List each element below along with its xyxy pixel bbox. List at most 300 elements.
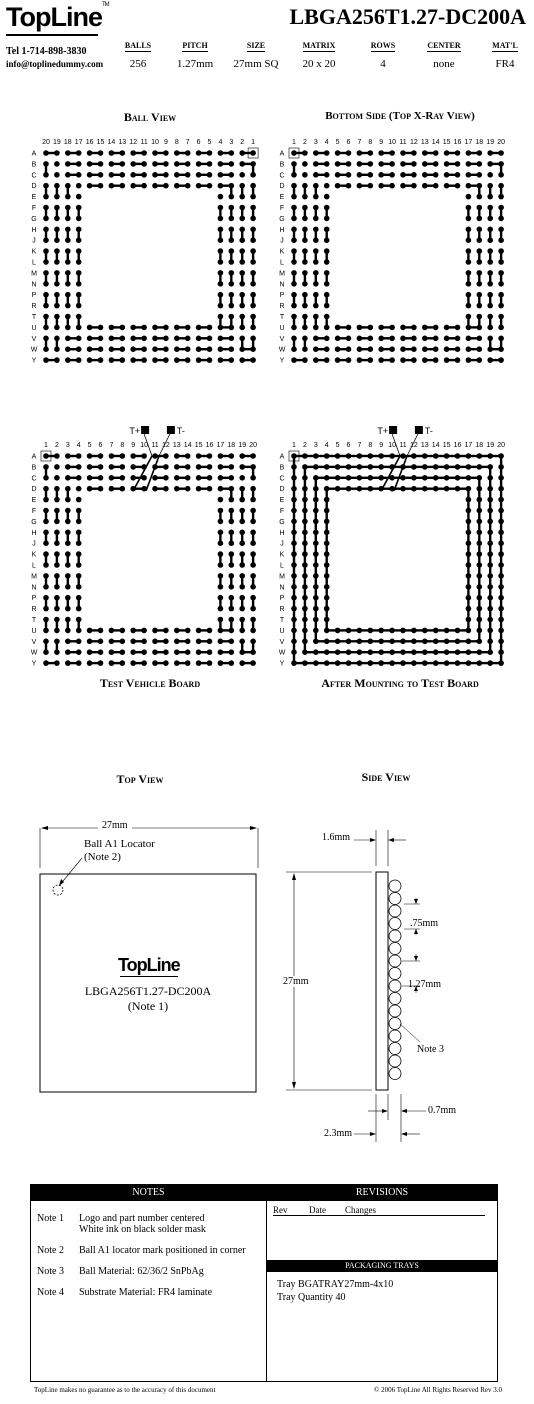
solder-ball: [498, 606, 504, 612]
solder-ball: [302, 303, 308, 309]
solder-ball: [378, 628, 384, 634]
solder-ball: [152, 357, 158, 363]
side-solder-ball: [389, 1068, 401, 1080]
solder-ball: [87, 150, 93, 156]
solder-ball: [65, 464, 71, 470]
solder-ball: [76, 617, 82, 623]
solder-ball: [141, 183, 147, 189]
solder-ball: [487, 649, 493, 655]
column-number: 8: [120, 442, 125, 449]
solder-ball: [302, 649, 308, 655]
solder-ball: [324, 562, 330, 568]
solder-ball: [487, 270, 493, 276]
row-letter: B: [279, 161, 285, 169]
solder-ball: [120, 183, 126, 189]
email-link[interactable]: info@toplinedummy.com: [6, 59, 104, 69]
solder-ball: [313, 639, 319, 645]
solder-ball: [291, 464, 297, 470]
column-number: 15: [442, 139, 451, 146]
solder-ball: [411, 336, 417, 342]
solder-ball: [487, 205, 493, 211]
solder-ball: [43, 628, 49, 634]
solder-ball: [130, 150, 136, 156]
solder-ball: [250, 573, 256, 579]
solder-ball: [87, 161, 93, 167]
solder-ball: [313, 551, 319, 557]
solder-ball: [487, 357, 493, 363]
column-number: 14: [107, 139, 116, 146]
solder-ball: [487, 346, 493, 352]
solder-ball: [498, 194, 504, 200]
solder-ball: [335, 464, 341, 470]
solder-ball: [433, 357, 439, 363]
solder-ball: [218, 270, 224, 276]
solder-ball: [433, 336, 439, 342]
row-letter: H: [31, 529, 37, 537]
solder-ball: [54, 562, 60, 568]
solder-ball: [65, 248, 71, 254]
solder-ball: [229, 551, 235, 557]
solder-ball: [120, 357, 126, 363]
solder-ball: [433, 325, 439, 331]
solder-ball: [313, 508, 319, 514]
solder-ball: [76, 660, 82, 666]
solder-ball: [174, 150, 180, 156]
column-number: 15: [194, 442, 203, 449]
solder-ball: [239, 519, 245, 525]
solder-ball: [324, 281, 330, 287]
solder-ball: [313, 519, 319, 525]
solder-ball: [65, 573, 71, 579]
solder-ball: [218, 453, 224, 459]
solder-ball: [498, 475, 504, 481]
row-letter: W: [30, 649, 38, 657]
arrow: [382, 1109, 388, 1113]
solder-ball: [250, 227, 256, 233]
solder-ball: [120, 628, 126, 634]
solder-ball: [433, 464, 439, 470]
solder-ball: [487, 595, 493, 601]
column-number: 2: [302, 139, 307, 146]
solder-ball: [65, 475, 71, 481]
solder-ball: [54, 161, 60, 167]
solder-ball: [422, 150, 428, 156]
solder-ball: [487, 259, 493, 265]
solder-ball: [313, 346, 319, 352]
solder-ball: [185, 346, 191, 352]
solder-ball: [368, 150, 374, 156]
solder-ball: [477, 486, 483, 492]
row-letter: J: [280, 540, 284, 548]
solder-ball: [455, 325, 461, 331]
row-letter: T: [31, 314, 37, 321]
top-view-width-label: 27mm: [98, 820, 132, 831]
solder-ball: [389, 183, 395, 189]
solder-ball: [207, 357, 213, 363]
solder-ball: [141, 453, 147, 459]
column-number: 3: [229, 139, 234, 146]
solder-ball: [378, 475, 384, 481]
solder-ball: [65, 639, 71, 645]
solder-ball: [250, 237, 256, 243]
column-number: 18: [475, 442, 484, 449]
solder-ball: [65, 336, 71, 342]
solder-ball: [229, 486, 235, 492]
solder-ball: [207, 639, 213, 645]
solder-ball: [324, 227, 330, 233]
column-number: 4: [218, 139, 223, 146]
column-number: 12: [410, 139, 418, 146]
solder-ball: [400, 453, 406, 459]
solder-ball: [466, 259, 472, 265]
solder-ball: [130, 346, 136, 352]
solder-ball: [152, 346, 158, 352]
solder-ball: [141, 346, 147, 352]
solder-ball: [466, 314, 472, 320]
solder-ball: [54, 357, 60, 363]
solder-ball: [218, 519, 224, 525]
solder-ball: [43, 216, 49, 222]
solder-ball: [466, 325, 472, 331]
solder-ball: [54, 325, 60, 331]
solder-ball: [291, 562, 297, 568]
solder-ball: [444, 649, 450, 655]
solder-ball: [378, 150, 384, 156]
solder-ball: [152, 660, 158, 666]
solder-ball: [250, 584, 256, 590]
solder-ball: [54, 639, 60, 645]
solder-ball: [218, 628, 224, 634]
solder-ball: [229, 584, 235, 590]
solder-ball: [357, 325, 363, 331]
solder-ball: [196, 486, 202, 492]
solder-ball: [141, 660, 147, 666]
column-number: 8: [174, 139, 179, 146]
column-number: 19: [486, 442, 495, 449]
solder-ball: [455, 639, 461, 645]
solder-ball: [229, 497, 235, 503]
solder-ball: [98, 649, 104, 655]
solder-ball: [477, 237, 483, 243]
solder-ball: [239, 660, 245, 666]
column-number: 10: [388, 139, 396, 146]
solder-ball: [324, 292, 330, 298]
solder-ball: [302, 346, 308, 352]
solder-ball: [76, 150, 82, 156]
solder-ball: [174, 357, 180, 363]
solder-ball: [174, 486, 180, 492]
solder-ball: [196, 346, 202, 352]
column-number: 20: [497, 442, 505, 449]
solder-ball: [466, 639, 472, 645]
solder-ball: [313, 292, 319, 298]
column-number: 2: [302, 442, 307, 449]
row-letter: V: [279, 638, 285, 646]
solder-ball: [239, 172, 245, 178]
solder-ball: [466, 660, 472, 666]
solder-ball: [54, 346, 60, 352]
solder-ball: [378, 183, 384, 189]
solder-ball: [218, 617, 224, 623]
solder-ball: [65, 194, 71, 200]
row-letter: R: [31, 606, 37, 614]
solder-ball: [378, 649, 384, 655]
solder-ball: [152, 628, 158, 634]
solder-ball: [218, 325, 224, 331]
solder-ball: [324, 497, 330, 503]
solder-ball: [87, 464, 93, 470]
solder-ball: [218, 292, 224, 298]
solder-ball: [411, 486, 417, 492]
solder-ball: [302, 248, 308, 254]
solder-ball: [291, 519, 297, 525]
column-number: 5: [335, 442, 340, 449]
solder-ball: [302, 595, 308, 601]
solder-ball: [43, 325, 49, 331]
column-number: 18: [475, 139, 484, 146]
solder-ball: [477, 303, 483, 309]
solder-ball: [76, 584, 82, 590]
solder-ball: [455, 475, 461, 481]
solder-ball: [324, 346, 330, 352]
solder-ball: [250, 336, 256, 342]
solder-ball: [207, 660, 213, 666]
solder-ball: [498, 281, 504, 287]
solder-ball: [433, 628, 439, 634]
solder-ball: [152, 639, 158, 645]
solder-ball: [368, 183, 374, 189]
solder-ball: [65, 562, 71, 568]
row-letter: T: [31, 617, 37, 624]
solder-ball: [87, 453, 93, 459]
solder-ball: [302, 325, 308, 331]
solder-ball: [250, 248, 256, 254]
solder-ball: [302, 508, 308, 514]
solder-ball: [302, 259, 308, 265]
solder-ball: [54, 248, 60, 254]
row-letter: H: [31, 226, 37, 234]
solder-ball: [498, 216, 504, 222]
solder-ball: [466, 336, 472, 342]
solder-ball: [422, 183, 428, 189]
solder-ball: [152, 161, 158, 167]
side-solder-ball: [389, 980, 401, 992]
note-text: Substrate Material: FR4 laminate: [79, 1287, 213, 1298]
solder-ball: [218, 551, 224, 557]
revisions-header: REVISIONS: [267, 1185, 497, 1201]
solder-ball: [313, 660, 319, 666]
solder-ball: [54, 486, 60, 492]
solder-ball: [313, 194, 319, 200]
solder-ball: [120, 150, 126, 156]
solder-ball: [466, 150, 472, 156]
column-number: 1: [292, 139, 296, 146]
solder-ball: [466, 303, 472, 309]
solder-ball: [422, 357, 428, 363]
row-letter: H: [279, 529, 285, 537]
solder-ball: [239, 486, 245, 492]
solder-ball: [357, 150, 363, 156]
row-letter: M: [31, 573, 37, 581]
arrow: [414, 899, 418, 904]
solder-ball: [324, 595, 330, 601]
solder-ball: [346, 464, 352, 470]
solder-ball: [444, 628, 450, 634]
notes-panel: [31, 1185, 267, 1381]
solder-ball: [422, 325, 428, 331]
solder-ball: [477, 595, 483, 601]
footer-disclaimer: TopLine makes no guarantee as to the accuracy of this document: [34, 1386, 216, 1394]
solder-ball: [477, 584, 483, 590]
solder-ball: [218, 595, 224, 601]
solder-ball: [87, 336, 93, 342]
solder-ball: [455, 486, 461, 492]
column-number: 20: [249, 442, 257, 449]
solder-ball: [239, 314, 245, 320]
solder-ball: [43, 336, 49, 342]
solder-ball: [455, 183, 461, 189]
solder-ball: [466, 595, 472, 601]
solder-ball: [466, 172, 472, 178]
solder-ball: [324, 617, 330, 623]
solder-ball: [466, 584, 472, 590]
solder-ball: [313, 649, 319, 655]
solder-ball: [498, 453, 504, 459]
solder-ball: [250, 486, 256, 492]
row-letter: R: [279, 303, 285, 311]
ball-a1-locator-label: Ball A1 Locator: [84, 838, 155, 850]
test-trace: [381, 456, 400, 491]
solder-ball: [98, 325, 104, 331]
solder-ball: [76, 325, 82, 331]
solder-ball: [313, 216, 319, 222]
row-letter: P: [31, 595, 37, 603]
solder-ball: [229, 357, 235, 363]
solder-ball: [54, 595, 60, 601]
solder-ball: [466, 464, 472, 470]
solder-ball: [466, 540, 472, 546]
solder-ball: [239, 464, 245, 470]
solder-ball: [291, 292, 297, 298]
solder-ball: [466, 508, 472, 514]
side-solder-ball: [389, 1043, 401, 1055]
solder-ball: [98, 475, 104, 481]
date-column-header: Date: [309, 1205, 326, 1215]
solder-ball: [498, 508, 504, 514]
solder-ball: [291, 248, 297, 254]
solder-ball: [302, 161, 308, 167]
solder-ball: [250, 562, 256, 568]
solder-ball: [335, 172, 341, 178]
solder-ball: [400, 475, 406, 481]
solder-ball: [433, 660, 439, 666]
solder-ball: [466, 281, 472, 287]
solder-ball: [368, 336, 374, 342]
solder-ball: [444, 357, 450, 363]
solder-ball: [498, 161, 504, 167]
row-letter: K: [31, 551, 37, 559]
solder-ball: [109, 475, 115, 481]
solder-ball: [174, 453, 180, 459]
solder-ball: [54, 649, 60, 655]
solder-ball: [422, 660, 428, 666]
column-number: 18: [63, 139, 72, 146]
solder-ball: [65, 357, 71, 363]
solder-ball: [487, 150, 493, 156]
solder-ball: [291, 357, 297, 363]
solder-ball: [196, 628, 202, 634]
solder-ball: [250, 617, 256, 623]
solder-ball: [229, 540, 235, 546]
solder-ball: [65, 453, 71, 459]
solder-ball: [196, 183, 202, 189]
changes-column-header: Changes: [345, 1205, 376, 1215]
solder-ball: [250, 508, 256, 514]
solder-ball: [229, 259, 235, 265]
solder-ball: [411, 150, 417, 156]
solder-ball: [477, 336, 483, 342]
row-letter: C: [279, 475, 285, 483]
total-height-label: 2.3mm: [324, 1128, 353, 1139]
ball-diameter-label: .75mm: [410, 918, 439, 929]
solder-ball: [54, 172, 60, 178]
solder-ball: [218, 475, 224, 481]
column-number: 17: [216, 442, 225, 449]
solder-ball: [185, 183, 191, 189]
solder-ball: [487, 540, 493, 546]
row-letter: C: [31, 172, 37, 180]
solder-ball: [313, 270, 319, 276]
solder-ball: [250, 172, 256, 178]
solder-ball: [335, 325, 341, 331]
solder-ball: [487, 292, 493, 298]
solder-ball: [65, 530, 71, 536]
solder-ball: [120, 453, 126, 459]
solder-ball: [65, 519, 71, 525]
solder-ball: [466, 453, 472, 459]
row-letter: H: [279, 226, 285, 234]
solder-ball: [43, 649, 49, 655]
solder-ball: [98, 486, 104, 492]
column-number: 12: [129, 139, 138, 146]
solder-ball: [487, 584, 493, 590]
solder-ball: [477, 660, 483, 666]
solder-ball: [378, 346, 384, 352]
arrow: [292, 1082, 296, 1089]
solder-ball: [229, 150, 235, 156]
solder-ball: [455, 150, 461, 156]
ball-a1-locator-note: (Note 2): [84, 851, 121, 863]
row-letter: E: [279, 194, 285, 202]
solder-ball: [152, 325, 158, 331]
solder-ball: [54, 519, 60, 525]
solder-ball: [487, 475, 493, 481]
solder-ball: [54, 259, 60, 265]
row-letter: G: [279, 215, 285, 223]
note-row: [37, 1287, 246, 1298]
solder-ball: [498, 292, 504, 298]
solder-ball: [239, 161, 245, 167]
solder-ball: [466, 237, 472, 243]
solder-ball: [239, 227, 245, 233]
solder-ball: [54, 628, 60, 634]
solder-ball: [250, 497, 256, 503]
solder-ball: [239, 237, 245, 243]
solder-ball: [466, 530, 472, 536]
solder-ball: [291, 606, 297, 612]
solder-ball: [357, 649, 363, 655]
notes-revisions-box: [30, 1184, 498, 1382]
